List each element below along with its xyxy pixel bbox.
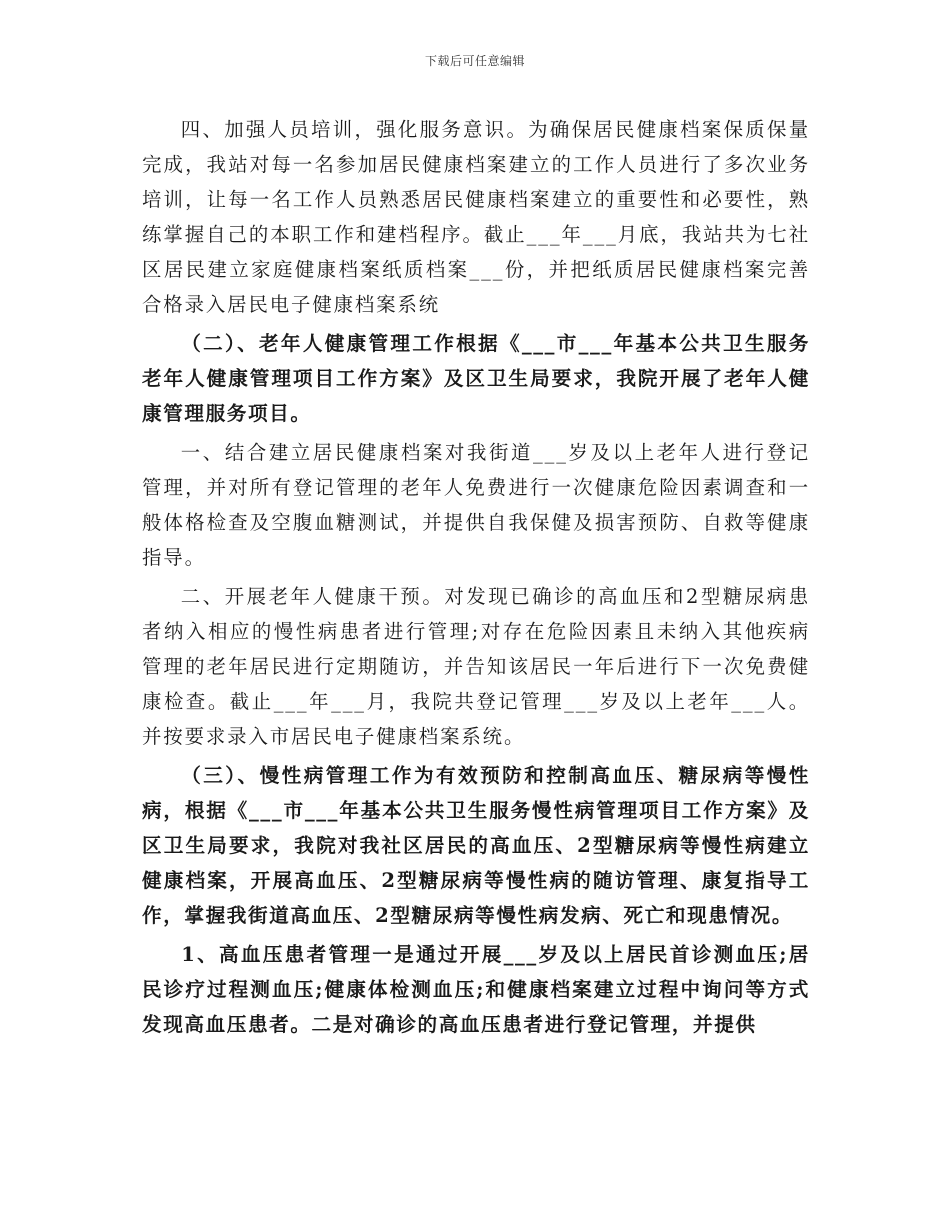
section-heading-elderly-care: （二）、老年人健康管理工作根据《___市___年基本公共卫生服务老年人健康管理项目工作方案》及区卫生局要求，我院开展了老年人健康管理服务项目。: [142, 332, 810, 425]
paragraph-training: 四、加强人员培训，强化服务意识。为确保居民健康档案保质保量完成，我站对每一名参加居民健康档案建立的工作人员进行了多次业务培训，让每一名工作人员熟悉居民健康档案建立的重要性和必要性，熟练掌握自己的本职工作和建档程序。截止___年___月底，我站共为七社区居民建立家庭健康档案纸质档案___份，并把纸质居民健康档案完善合格录入居民电子健康档案系统: [142, 118, 810, 316]
paragraph-hypertension-management: 1、高血压患者管理一是通过开展___岁及以上居民首诊测血压;居民诊疗过程测血压;健康体检测血压;和健康档案建立过程中询问等方式发现高血压患者。二是对确诊的高血压患者进行登记管理，并提供: [142, 943, 810, 1036]
paragraph-elderly-registration: 一、结合建立居民健康档案对我街道___岁及以上老年人进行登记管理，并对所有登记管理的老年人免费进行一次健康危险因素调查和一般体格检查及空腹血糖测试，并提供自我保健及损害预防、自救等健康指导。: [142, 441, 810, 569]
page-header: 下载后可任意编辑: [424, 54, 525, 68]
paragraph-elderly-intervention: 二、开展老年人健康干预。对发现已确诊的高血压和2型糖尿病患者纳入相应的慢性病患者进行管理;对存在危险因素且未纳入其他疾病管理的老年居民进行定期随访，并告知该居民一年后进行下一次免费健康检查。截止___年___月，我院共登记管理___岁及以上老年___人。并按要求录入市居民电子健康档案系统。: [142, 585, 810, 748]
document-body: [142, 112, 810, 1046]
section-heading-chronic-disease: （三）、慢性病管理工作为有效预防和控制高血压、糖尿病等慢性病，根据《___市___年基本公共卫生服务慢性病管理项目工作方案》及区卫生局要求，我院对我社区居民的高血压、2型糖尿病等慢性病建立健康档案，开展高血压、2型糖尿病等慢性病的随访管理、康复指导工作，掌握我街道高血压、2型糖尿病等慢性病发病、死亡和现患情况。: [142, 764, 810, 927]
